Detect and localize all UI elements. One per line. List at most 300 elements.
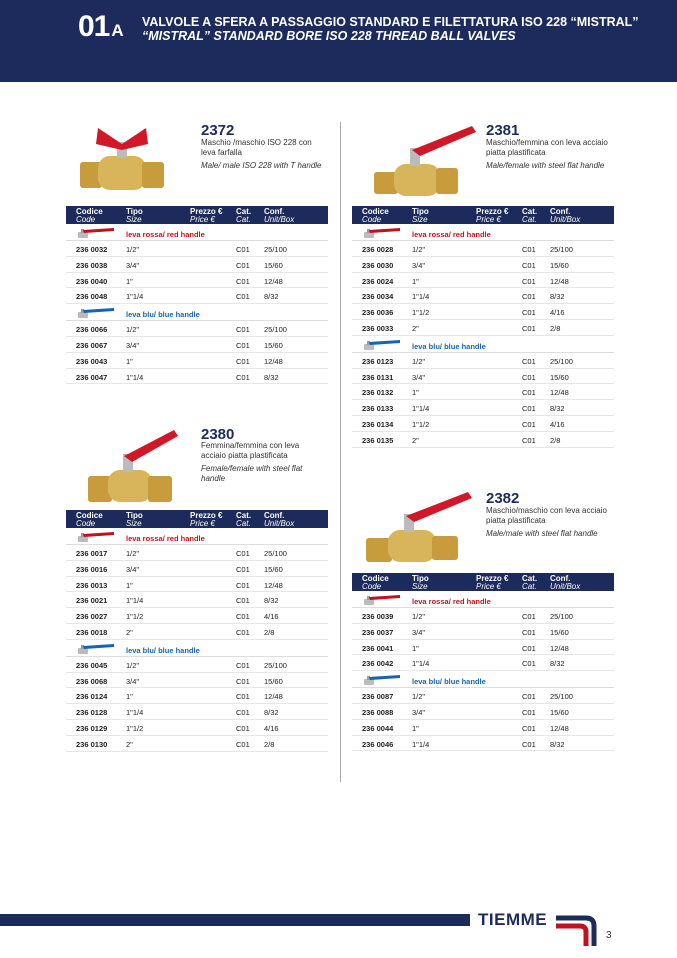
item-cat: C01 xyxy=(236,660,250,670)
table-row xyxy=(66,624,328,640)
column-label-price: Prezzo € xyxy=(190,207,223,216)
group-label: leva rossa/ red handle xyxy=(126,230,205,239)
item-cat: C01 xyxy=(236,580,250,590)
column-header-code xyxy=(76,208,103,224)
item-size: 1/2" xyxy=(126,660,140,670)
item-code: 236 0130 xyxy=(76,739,108,749)
item-code: 236 0087 xyxy=(362,692,394,702)
table-row xyxy=(66,369,328,385)
column-label-en-box: Unit/Box xyxy=(264,215,295,224)
table-row xyxy=(66,673,328,689)
item-code: 236 0129 xyxy=(76,723,108,733)
item-size: 1"1/4 xyxy=(412,404,430,414)
table-row xyxy=(352,369,614,385)
table-row xyxy=(66,545,328,561)
column-header-size xyxy=(412,575,429,591)
brand-logo: TIEMME xyxy=(478,910,548,929)
item-box: 25/100 xyxy=(264,660,287,670)
table-row xyxy=(352,416,614,432)
item-cat: C01 xyxy=(522,707,536,717)
item-cat: C01 xyxy=(236,627,250,637)
item-size: 1" xyxy=(126,356,133,366)
item-code: 236 0066 xyxy=(76,325,108,335)
item-size: 1"1/4 xyxy=(126,708,144,718)
item-code: 236 0038 xyxy=(76,260,108,270)
item-box: 8/32 xyxy=(264,372,279,382)
column-label-code: Codice xyxy=(76,207,103,216)
item-box: 8/32 xyxy=(550,292,565,302)
column-header-code xyxy=(76,512,103,528)
item-code: 236 0043 xyxy=(76,356,108,366)
item-size: 1" xyxy=(126,692,133,702)
column-label-size: Tipo xyxy=(412,207,429,216)
item-box: 25/100 xyxy=(550,692,573,702)
item-size: 1/2" xyxy=(412,692,426,702)
item-cat: C01 xyxy=(522,276,536,286)
table-row xyxy=(352,241,614,257)
table-row xyxy=(352,273,614,289)
table-2382 xyxy=(352,573,614,751)
item-cat: C01 xyxy=(236,292,250,302)
item-code: 236 0048 xyxy=(76,292,108,302)
item-cat: C01 xyxy=(236,676,250,686)
group-red-handle xyxy=(66,224,328,241)
item-box: 25/100 xyxy=(264,245,287,254)
item-code: 236 0032 xyxy=(76,245,108,254)
table-row xyxy=(66,704,328,720)
item-box: 12/48 xyxy=(550,276,569,286)
item-box: 15/60 xyxy=(550,372,569,382)
column-label-cat: Cat. xyxy=(522,207,538,216)
item-cat: C01 xyxy=(522,723,536,733)
column-header-price xyxy=(190,512,222,528)
item-cat: C01 xyxy=(522,739,536,749)
item-code: 236 0024 xyxy=(362,276,394,286)
item-size: 1"1/2 xyxy=(412,308,430,318)
item-size: 2" xyxy=(126,627,133,637)
table-row xyxy=(66,337,328,353)
table-row xyxy=(352,384,614,400)
table-row xyxy=(352,353,614,369)
item-code: 236 0123 xyxy=(362,356,394,366)
column-header-size xyxy=(126,208,143,224)
blue-handle-valve-icon xyxy=(362,339,402,353)
item-box: 4/16 xyxy=(264,723,279,733)
valve-2382-image xyxy=(362,486,477,566)
item-code: 236 0067 xyxy=(76,340,108,350)
column-label-en-price: Price € xyxy=(476,215,501,224)
column-header-cat xyxy=(236,512,251,528)
item-box: 12/48 xyxy=(550,388,569,398)
item-code: 236 0134 xyxy=(362,419,394,429)
blue-handle-valve-icon xyxy=(76,307,116,321)
item-size: 1/2" xyxy=(126,549,140,558)
item-size: 1/2" xyxy=(126,245,140,254)
item-box: 12/48 xyxy=(264,692,283,702)
item-box: 15/60 xyxy=(264,340,283,350)
table-row xyxy=(352,304,614,320)
product-code-2380: 2380 xyxy=(201,426,235,443)
section-title: VALVOLE A SFERA A PASSAGGIO STANDARD E FILETTATURA ISO 228 “MISTRAL” “MISTRAL” STANDARD BORE ISO 228 THREAD BALL VALVES xyxy=(142,15,639,43)
column-label-price: Prezzo € xyxy=(190,511,223,520)
valve-2380-image xyxy=(78,426,188,506)
table-row xyxy=(352,624,614,640)
item-box: 25/100 xyxy=(550,612,573,621)
item-size: 1" xyxy=(412,276,419,286)
group-red-handle xyxy=(352,591,614,608)
item-cat: C01 xyxy=(522,692,536,702)
table-header xyxy=(352,206,614,224)
item-code: 236 0068 xyxy=(76,676,108,686)
item-size: 1"1/2 xyxy=(126,723,144,733)
item-cat: C01 xyxy=(236,549,250,558)
item-cat: C01 xyxy=(236,325,250,335)
column-header-code xyxy=(362,575,389,591)
item-cat: C01 xyxy=(236,372,250,382)
table-header xyxy=(352,573,614,591)
column-label-en-price: Price € xyxy=(190,215,215,224)
column-label-en-cat: Cat. xyxy=(522,582,537,591)
item-code: 236 0034 xyxy=(362,292,394,302)
item-size: 3/4" xyxy=(412,260,426,270)
item-box: 15/60 xyxy=(550,707,569,717)
blue-handle-valve-icon xyxy=(76,643,116,657)
item-code: 236 0042 xyxy=(362,659,394,669)
column-header-size xyxy=(126,512,143,528)
item-box: 8/32 xyxy=(264,596,279,606)
item-box: 4/16 xyxy=(550,419,565,429)
item-cat: C01 xyxy=(236,276,250,286)
column-label-code: Codice xyxy=(76,511,103,520)
group-label: leva blu/ blue handle xyxy=(412,341,486,351)
table-row xyxy=(66,273,328,289)
table-row xyxy=(352,400,614,416)
item-box: 12/48 xyxy=(264,356,283,366)
table-row xyxy=(66,577,328,593)
table-row xyxy=(66,657,328,673)
section-number: 01 A xyxy=(78,10,123,43)
item-box: 8/32 xyxy=(264,292,279,302)
item-size: 1/2" xyxy=(126,325,140,335)
item-cat: C01 xyxy=(236,739,250,749)
item-cat: C01 xyxy=(522,659,536,669)
item-code: 236 0044 xyxy=(362,723,394,733)
group-label: leva blu/ blue handle xyxy=(126,645,200,655)
item-box: 12/48 xyxy=(550,723,569,733)
item-size: 1"1/4 xyxy=(126,292,144,302)
item-box: 8/32 xyxy=(550,659,565,669)
item-cat: C01 xyxy=(236,692,250,702)
item-cat: C01 xyxy=(236,245,250,254)
column-label-en-code: Code xyxy=(76,215,96,224)
item-code: 236 0045 xyxy=(76,660,108,670)
item-code: 236 0124 xyxy=(76,692,108,702)
item-size: 1"1/4 xyxy=(412,739,430,749)
item-code: 236 0133 xyxy=(362,404,394,414)
group-blue-handle xyxy=(66,304,328,321)
item-cat: C01 xyxy=(522,260,536,270)
table-row xyxy=(66,608,328,624)
item-code: 236 0013 xyxy=(76,580,108,590)
column-header-cat xyxy=(236,208,251,224)
table-row xyxy=(352,432,614,448)
item-code: 236 0027 xyxy=(76,612,108,622)
item-size: 2" xyxy=(412,323,419,333)
column-header-box xyxy=(264,512,294,528)
item-cat: C01 xyxy=(236,260,250,270)
group-label: leva rossa/ red handle xyxy=(412,597,491,606)
item-size: 1"1/2 xyxy=(412,419,430,429)
valve-2381-image xyxy=(366,122,481,198)
item-box: 12/48 xyxy=(550,643,569,653)
item-size: 1" xyxy=(412,723,419,733)
item-size: 3/4" xyxy=(412,627,426,637)
item-code: 236 0041 xyxy=(362,643,394,653)
item-box: 8/32 xyxy=(550,404,565,414)
table-header xyxy=(66,510,328,528)
item-cat: C01 xyxy=(236,356,250,366)
column-divider xyxy=(340,122,341,782)
item-box: 12/48 xyxy=(264,276,283,286)
item-size: 1/2" xyxy=(412,612,426,621)
product-desc-2382: Maschio/maschio con leva acciaio piatta plastificata Male/male with steel flat handle xyxy=(486,506,607,538)
column-label-size: Tipo xyxy=(412,574,429,583)
item-code: 236 0021 xyxy=(76,596,108,606)
column-label-box: Conf. xyxy=(264,207,285,216)
column-header-size xyxy=(412,208,429,224)
item-box: 2/8 xyxy=(550,435,561,445)
item-box: 2/8 xyxy=(264,627,275,637)
item-size: 1" xyxy=(412,643,419,653)
column-label-en-code: Code xyxy=(76,519,96,528)
table-row xyxy=(352,288,614,304)
item-cat: C01 xyxy=(236,612,250,622)
item-box: 15/60 xyxy=(550,260,569,270)
product-desc-2372: Maschio /maschio ISO 228 con leva farfalla Male/ male ISO 228 with T handle xyxy=(201,138,322,170)
item-box: 15/60 xyxy=(550,627,569,637)
table-row xyxy=(66,241,328,257)
red-handle-valve-icon xyxy=(76,227,116,241)
item-box: 8/32 xyxy=(550,739,565,749)
column-label-en-price: Price € xyxy=(476,582,501,591)
column-header-cat xyxy=(522,208,537,224)
column-label-size: Tipo xyxy=(126,207,143,216)
item-box: 4/16 xyxy=(264,612,279,622)
page-header xyxy=(0,0,677,82)
item-size: 1" xyxy=(126,580,133,590)
item-cat: C01 xyxy=(522,643,536,653)
column-label-box: Conf. xyxy=(264,511,285,520)
table-row xyxy=(352,655,614,671)
column-label-box: Conf. xyxy=(550,574,571,583)
column-label-code: Codice xyxy=(362,574,389,583)
item-size: 2" xyxy=(412,435,419,445)
item-cat: C01 xyxy=(522,419,536,429)
product-code-2372: 2372 xyxy=(201,122,235,139)
item-cat: C01 xyxy=(522,372,536,382)
table-row xyxy=(66,736,328,752)
group-red-handle xyxy=(352,224,614,241)
table-row xyxy=(352,688,614,704)
column-label-en-box: Unit/Box xyxy=(550,215,581,224)
product-desc-2381: Maschio/femmina con leva acciaio piatta plastificata Male/female with steel flat handle xyxy=(486,138,608,170)
group-label: leva blu/ blue handle xyxy=(126,310,200,320)
item-code: 236 0046 xyxy=(362,739,394,749)
item-cat: C01 xyxy=(236,723,250,733)
item-size: 1"1/2 xyxy=(126,612,144,622)
item-code: 236 0088 xyxy=(362,707,394,717)
column-label-cat: Cat. xyxy=(236,511,252,520)
column-label-en-cat: Cat. xyxy=(236,215,251,224)
item-code: 236 0039 xyxy=(362,612,394,621)
table-row xyxy=(352,257,614,273)
column-header-box xyxy=(550,575,580,591)
item-cat: C01 xyxy=(522,323,536,333)
item-cat: C01 xyxy=(522,292,536,302)
item-cat: C01 xyxy=(522,435,536,445)
blue-handle-valve-icon xyxy=(362,674,402,688)
item-size: 1"1/4 xyxy=(412,659,430,669)
item-size: 2" xyxy=(126,739,133,749)
item-box: 25/100 xyxy=(550,356,573,366)
item-code: 236 0018 xyxy=(76,627,108,637)
table-row xyxy=(352,720,614,736)
table-row xyxy=(66,257,328,273)
group-red-handle xyxy=(66,528,328,545)
item-code: 236 0131 xyxy=(362,372,394,382)
table-row xyxy=(352,704,614,720)
table-header xyxy=(66,206,328,224)
column-header-cat xyxy=(522,575,537,591)
item-cat: C01 xyxy=(236,564,250,574)
item-cat: C01 xyxy=(522,612,536,621)
item-box: 25/100 xyxy=(264,549,287,558)
item-size: 1"1/4 xyxy=(126,372,144,382)
item-code: 236 0036 xyxy=(362,308,394,318)
item-cat: C01 xyxy=(236,596,250,606)
group-label: leva rossa/ red handle xyxy=(412,230,491,239)
item-cat: C01 xyxy=(522,356,536,366)
column-label-en-size: Size xyxy=(412,215,428,224)
item-box: 12/48 xyxy=(264,580,283,590)
item-code: 236 0128 xyxy=(76,708,108,718)
item-size: 3/4" xyxy=(126,676,140,686)
item-size: 1" xyxy=(412,388,419,398)
red-handle-valve-icon xyxy=(362,227,402,241)
column-label-en-box: Unit/Box xyxy=(550,582,581,591)
item-code: 236 0028 xyxy=(362,245,394,254)
column-label-en-cat: Cat. xyxy=(522,215,537,224)
table-row xyxy=(66,688,328,704)
item-code: 236 0017 xyxy=(76,549,108,558)
column-header-box xyxy=(264,208,294,224)
table-2372 xyxy=(66,206,328,384)
column-label-price: Prezzo € xyxy=(476,207,509,216)
item-box: 4/16 xyxy=(550,308,565,318)
column-label-size: Tipo xyxy=(126,511,143,520)
red-handle-valve-icon xyxy=(76,531,116,545)
item-cat: C01 xyxy=(236,340,250,350)
column-label-en-code: Code xyxy=(362,582,382,591)
column-header-box xyxy=(550,208,580,224)
item-size: 3/4" xyxy=(412,372,426,382)
product-desc-2380: Femmina/femmina con leva acciaio piatta plastificata Female/female with steel flat handle xyxy=(201,441,303,483)
column-label-cat: Cat. xyxy=(236,207,252,216)
item-code: 236 0135 xyxy=(362,435,394,445)
item-cat: C01 xyxy=(522,388,536,398)
table-row xyxy=(352,640,614,656)
table-2380 xyxy=(66,510,328,752)
item-box: 15/60 xyxy=(264,260,283,270)
item-cat: C01 xyxy=(522,404,536,414)
table-row xyxy=(66,353,328,369)
item-size: 3/4" xyxy=(126,564,140,574)
table-2381 xyxy=(352,206,614,448)
table-row xyxy=(66,720,328,736)
page-number: 3 xyxy=(606,930,612,941)
column-label-price: Prezzo € xyxy=(476,574,509,583)
item-code: 236 0030 xyxy=(362,260,394,270)
item-box: 2/8 xyxy=(550,323,561,333)
item-code: 236 0047 xyxy=(76,372,108,382)
item-cat: C01 xyxy=(522,627,536,637)
item-size: 1"1/4 xyxy=(126,596,144,606)
item-code: 236 0040 xyxy=(76,276,108,286)
valve-2372-image xyxy=(68,122,178,194)
item-size: 3/4" xyxy=(126,340,140,350)
footer-bar xyxy=(0,914,470,926)
table-row xyxy=(352,608,614,624)
item-code: 236 0037 xyxy=(362,627,394,637)
item-cat: C01 xyxy=(522,308,536,318)
column-label-code: Codice xyxy=(362,207,389,216)
item-size: 1/2" xyxy=(412,245,426,254)
item-size: 1"1/4 xyxy=(412,292,430,302)
column-header-price xyxy=(190,208,222,224)
table-row xyxy=(66,321,328,337)
item-box: 25/100 xyxy=(264,325,287,335)
item-box: 15/60 xyxy=(264,564,283,574)
item-size: 3/4" xyxy=(126,260,140,270)
column-label-cat: Cat. xyxy=(522,574,538,583)
column-label-en-code: Code xyxy=(362,215,382,224)
column-label-en-box: Unit/Box xyxy=(264,519,295,528)
item-size: 1/2" xyxy=(412,356,426,366)
item-code: 236 0132 xyxy=(362,388,394,398)
group-label: leva blu/ blue handle xyxy=(412,677,486,687)
column-label-en-price: Price € xyxy=(190,519,215,528)
table-row xyxy=(66,592,328,608)
item-size: 3/4" xyxy=(412,707,426,717)
item-cat: C01 xyxy=(522,245,536,254)
item-box: 2/8 xyxy=(264,739,275,749)
item-box: 15/60 xyxy=(264,676,283,686)
table-row xyxy=(66,561,328,577)
item-box: 8/32 xyxy=(264,708,279,718)
table-row xyxy=(352,320,614,336)
brand-mark-icon xyxy=(556,906,600,946)
column-header-code xyxy=(362,208,389,224)
column-label-en-cat: Cat. xyxy=(236,519,251,528)
column-label-en-size: Size xyxy=(126,519,142,528)
group-blue-handle xyxy=(66,640,328,657)
column-header-price xyxy=(476,208,508,224)
item-code: 236 0016 xyxy=(76,564,108,574)
group-blue-handle xyxy=(352,671,614,688)
table-row xyxy=(352,736,614,752)
item-cat: C01 xyxy=(236,708,250,718)
item-code: 236 0033 xyxy=(362,323,394,333)
